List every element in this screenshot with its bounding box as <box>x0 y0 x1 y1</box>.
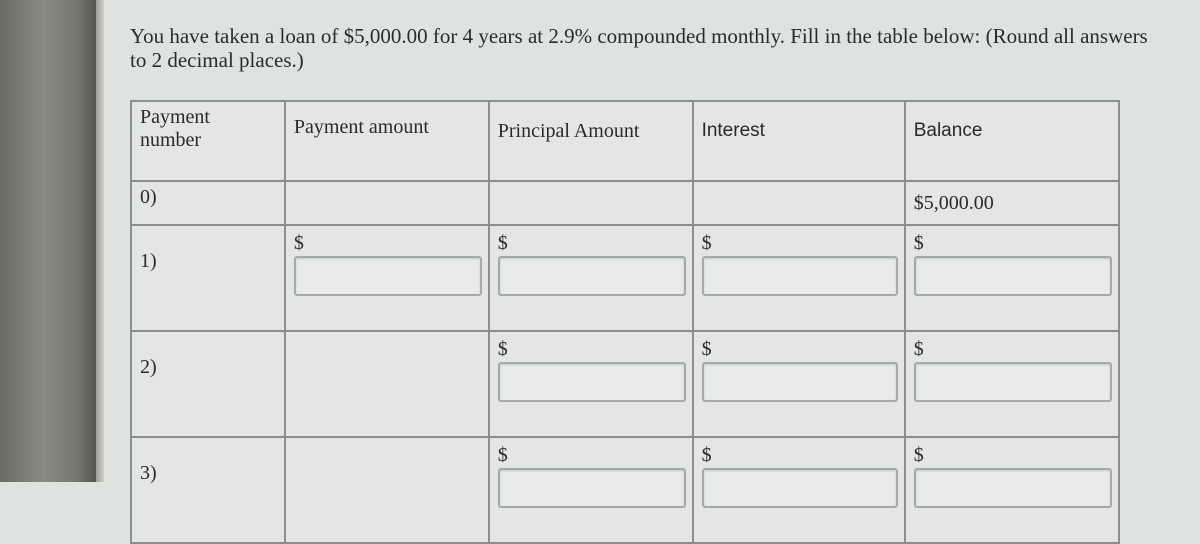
principal-input-2[interactable] <box>498 362 686 402</box>
payment-amount-input-1[interactable] <box>294 256 482 296</box>
row-number-0: 0) <box>131 181 285 225</box>
row-number-2: 2) <box>131 331 285 437</box>
principal-cell-1 <box>489 225 693 331</box>
balance-input-2[interactable] <box>914 362 1112 402</box>
payment-amount-cell-0 <box>285 181 489 225</box>
principal-input-1[interactable] <box>498 256 686 296</box>
dollar-sign: $ <box>913 232 924 254</box>
balance-input-3[interactable] <box>914 468 1112 508</box>
interest-input-2[interactable] <box>702 362 898 402</box>
header-interest: Interest <box>693 101 905 181</box>
balance-cell-1 <box>905 225 1119 331</box>
payment-amount-cell-1 <box>285 225 489 331</box>
dollar-sign: $ <box>701 444 712 466</box>
dollar-sign: $ <box>701 232 712 254</box>
interest-cell-3 <box>693 437 905 543</box>
table-row <box>131 225 1119 331</box>
balance-cell-2 <box>905 331 1119 437</box>
payment-amount-cell-3 <box>285 437 489 543</box>
header-payment-number-line1: Payment <box>140 106 210 128</box>
table-row <box>131 331 1119 437</box>
dollar-sign: $ <box>701 338 712 360</box>
principal-cell-3 <box>489 437 693 543</box>
interest-cell-1 <box>693 225 905 331</box>
monitor-bezel <box>0 0 96 482</box>
header-balance: Balance <box>905 101 1119 181</box>
interest-cell-0 <box>693 181 905 225</box>
dollar-sign: $ <box>913 338 924 360</box>
row-number-3: 3) <box>131 437 285 543</box>
header-payment-number-line2: number <box>140 129 202 151</box>
interest-cell-2 <box>693 331 905 437</box>
payment-amount-cell-2 <box>285 331 489 437</box>
balance-cell-3 <box>905 437 1119 543</box>
header-principal-amount: Principal Amount <box>489 101 693 181</box>
monitor-bezel-edge <box>96 0 104 482</box>
balance-value-0: $5,000.00 <box>905 181 1119 225</box>
table-row <box>131 181 1119 225</box>
amortization-table <box>130 100 1120 544</box>
dollar-sign: $ <box>497 232 508 254</box>
principal-cell-2 <box>489 331 693 437</box>
row-number-1: 1) <box>131 225 285 331</box>
interest-input-3[interactable] <box>702 468 898 508</box>
dollar-sign: $ <box>497 444 508 466</box>
table-header-row <box>131 101 1119 181</box>
table-row <box>131 437 1119 543</box>
header-payment-number <box>131 101 285 181</box>
question-text: You have taken a loan of $5,000.00 for 4 years at 2.9% compounded monthly. Fill in the table below: (Round all answers to 2 decimal places.) <box>130 24 1148 72</box>
dollar-sign: $ <box>497 338 508 360</box>
header-payment-amount: Payment amount <box>285 101 489 181</box>
interest-input-1[interactable] <box>702 256 898 296</box>
principal-input-3[interactable] <box>498 468 686 508</box>
dollar-sign: $ <box>913 444 924 466</box>
dollar-sign: $ <box>293 232 304 254</box>
balance-input-1[interactable] <box>914 256 1112 296</box>
principal-cell-0 <box>489 181 693 225</box>
